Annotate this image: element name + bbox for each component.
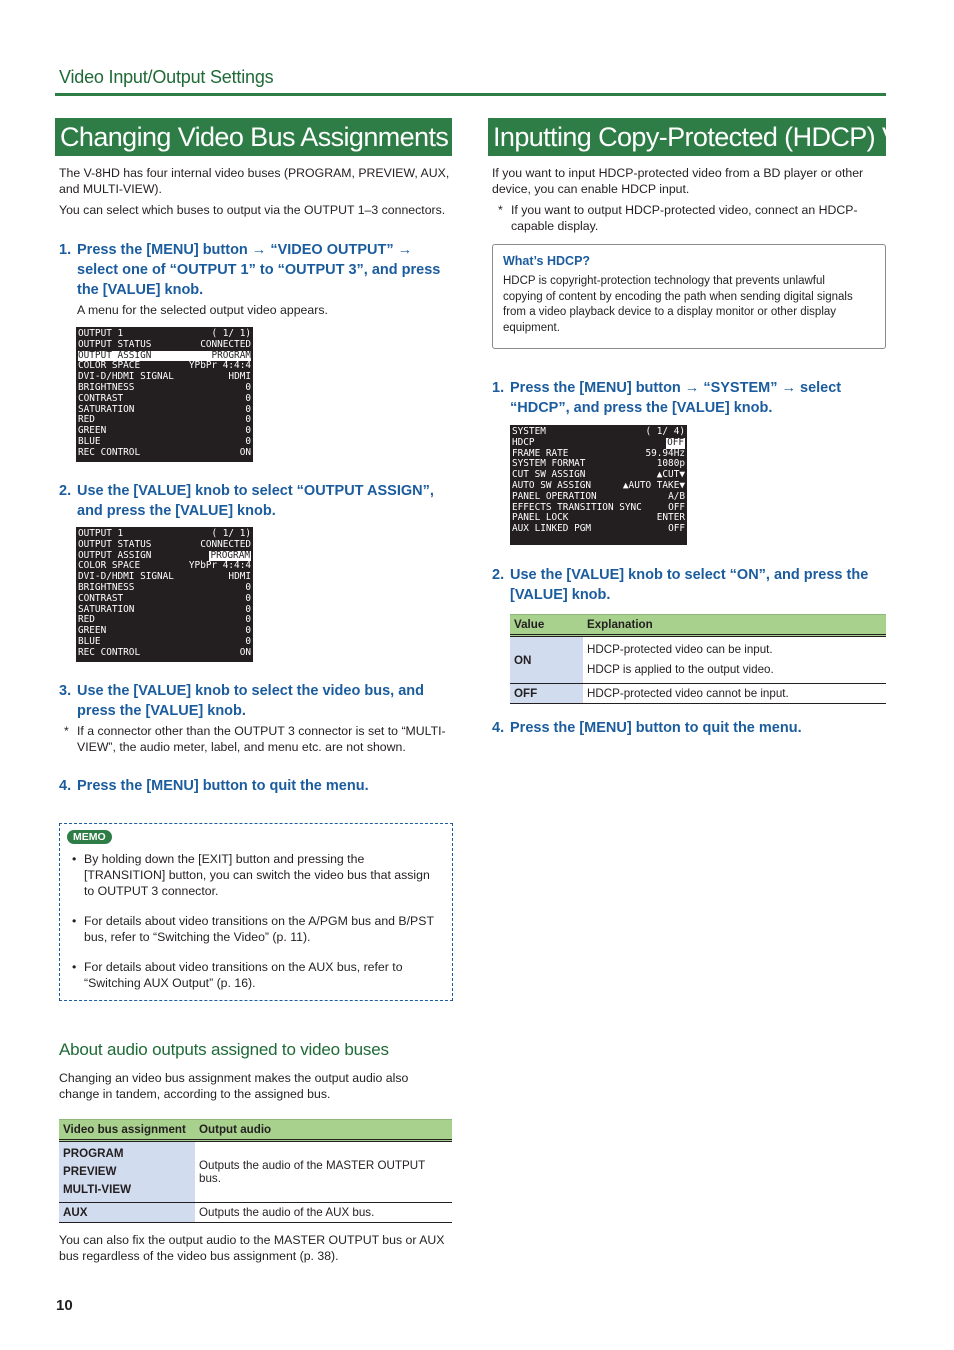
lcd-value: OFF [667,436,684,448]
lcd-row [78,340,251,351]
lcd-label: OUTPUT ASSIGN [78,549,152,561]
audio-table-header-bus: Video bus assignment [59,1120,195,1141]
hdcp-table-header-value: Value [510,615,583,636]
lcd-value: 0 [245,614,251,626]
lcd-value: 1080p [656,458,685,470]
right-intro: If you want to input HDCP-protected video from a BD player or other device, you can enable HDCP input. [492,166,864,196]
whats-hdcp-text: HDCP is copyright-protection technology that prevents unlawful copying of content by encoding the path when sending digital signals from a video playback device to a display monitor or other display equipment. [503,275,853,334]
lcd-label: OUTPUT STATUS [78,338,152,350]
lcd-value: HDMI [228,571,251,583]
lcd-value: YPbPr 4:4:4 [188,360,251,372]
lcd-label: REC CONTROL [78,446,141,458]
right-step-2: 2. Use the [VALUE] knob to select “ON”, and press the [VALUE] knob. [492,567,869,603]
lcd-row [78,448,251,459]
lcd-value: ( 1/ 1) [211,528,251,539]
hdcp-table-header-explanation: Explanation [583,615,886,636]
lcd-value: ▲AUTO TAKE▼ [622,479,685,491]
left-step-3-note: * If a connector other than the OUTPUT 3 connector is set to “MULTI- VIEW”, the audio meter, label, and menu etc. are not shown. [64,724,446,754]
lcd-label: PANEL LOCK [512,512,569,524]
lcd-screen-system [510,425,687,545]
lcd-value: CONNECTED [200,538,251,550]
lcd-label: OUTPUT 1 [78,328,124,339]
lcd-row [78,394,251,405]
lcd-value: PROGRAM [210,549,250,561]
right-note: * If you want to output HDCP-protected video, connect an HDCP- capable display. [498,203,858,233]
left-step-2: 2. Use the [VALUE] knob to select “OUTPUT ASSIGN”, and press the [VALUE] knob. [59,483,434,519]
lcd-label: SYSTEM [512,426,546,437]
lcd-label: HDCP [512,436,535,448]
lcd-row [512,438,685,449]
lcd-label: SYSTEM FORMAT [512,458,586,470]
lcd-value: 0 [245,625,251,637]
audio-heading: About audio outputs assigned to video buses [59,1040,389,1059]
lcd-value: 0 [245,581,251,593]
memo-badge: MEMO [67,830,112,844]
left-title: Changing Video Bus Assignments [55,118,452,156]
lcd-value: ▲CUT▼ [656,469,685,481]
lcd-value: 0 [245,592,251,604]
audio-table-header-audio: Output audio [195,1120,452,1141]
memo-item-1: • By holding down the [EXIT] button and pressing the [TRANSITION] button, you can switch the video bus that assign to OUTPUT 3 connector. [72,852,430,898]
lcd-value: 59.94Hz [645,447,685,459]
lcd-label: SATURATION [78,603,135,615]
lcd-value: CONNECTED [200,338,251,350]
lcd-value: ( 1/ 1) [211,328,251,339]
lcd-label: COLOR SPACE [78,560,141,572]
table-row: OFF HDCP-protected video cannot be input. [510,684,886,704]
lcd-row [78,605,251,616]
lcd-value: OFF [668,523,685,535]
right-title: Inputting Copy-Protected (HDCP) Video [488,118,886,156]
lcd-value: HDMI [228,371,251,383]
audio-intro: Changing an video bus assignment makes the output audio also change in tandem, according to the assigned bus. [59,1071,409,1101]
right-step-1: 1. Press the [MENU] button → “SYSTEM” → select “HDCP”, and press the [VALUE] knob. [492,380,842,416]
lcd-value: 0 [245,435,251,447]
lcd-value: ENTER [656,512,685,524]
table-row: AUX Outputs the audio of the AUX bus. [59,1203,452,1223]
section-header: Video Input/Output Settings [59,67,274,87]
lcd-row [78,540,251,551]
lcd-value: 0 [245,403,251,415]
lcd-row [78,626,251,637]
table-row: ON HDCP-protected video can be input. HDCP is applied to the output video. [510,636,886,684]
lcd-value: OFF [668,501,685,513]
lcd-label: DVI-D/HDMI SIGNAL [78,571,174,583]
whats-hdcp-title: What’s HDCP? [503,254,591,268]
lcd-label: OUTPUT STATUS [78,538,152,550]
lcd-label: DVI-D/HDMI SIGNAL [78,371,174,383]
page-number: 10 [56,1297,73,1314]
header-rule [55,93,886,96]
lcd-row [78,648,251,659]
lcd-label: REC CONTROL [78,646,141,658]
left-step-1-note: A menu for the selected output video appears. [77,303,328,317]
lcd-value: ON [239,646,251,658]
lcd-label: AUX LINKED PGM [512,523,592,535]
right-step-4: 4. Press the [MENU] button to quit the menu. [492,720,802,736]
lcd-label: BLUE [78,635,101,647]
lcd-screen-output-1 [76,327,253,462]
lcd-label: RED [78,614,95,626]
lcd-label: AUTO SW ASSIGN [512,479,592,491]
left-step-1: 1. Press the [MENU] button → “VIDEO OUTPUT” → select one of “OUTPUT 1” to “OUTPUT 3”, and press the [VALUE] knob. [59,242,441,298]
lcd-label: CONTRAST [78,392,124,404]
lcd-label: OUTPUT 1 [78,528,124,539]
lcd-label: BRIGHTNESS [78,381,135,393]
lcd-value: 0 [245,392,251,404]
lcd-row [512,492,685,503]
lcd-label: CONTRAST [78,592,124,604]
audio-table [59,1119,452,1223]
lcd-label: BRIGHTNESS [78,581,135,593]
memo-item-3: • For details about video transitions on the AUX bus, refer to “Switching AUX Output” (p. 16). [72,960,403,990]
lcd-label: COLOR SPACE [78,360,141,372]
lcd-label: GREEN [78,625,107,637]
lcd-row [512,524,685,535]
lcd-label: OUTPUT ASSIGN [78,349,152,361]
lcd-label: RED [78,414,95,426]
lcd-value: 0 [245,635,251,647]
hdcp-value-table [510,614,886,704]
lcd-label: EFFECTS TRANSITION SYNC [512,501,642,513]
left-intro: The V-8HD has four internal video buses (PROGRAM, PREVIEW, AUX, and MULTI-VIEW). You can select which buses to output via the OUTPUT 1–3 connectors. [59,166,450,217]
lcd-value: YPbPr 4:4:4 [188,560,251,572]
lcd-label: BLUE [78,435,101,447]
lcd-value: PROGRAM [211,349,251,361]
lcd-row [78,594,251,605]
left-step-3: 3. Use the [VALUE] knob to select the video bus, and press the [VALUE] knob. [59,683,424,719]
lcd-value: 0 [245,414,251,426]
lcd-value: 0 [245,425,251,437]
lcd-row [512,427,685,438]
lcd-label: PANEL OPERATION [512,490,597,502]
lcd-value: ON [239,446,251,458]
lcd-label: FRAME RATE [512,447,569,459]
lcd-value: 0 [245,381,251,393]
left-step-4: 4. Press the [MENU] button to quit the menu. [59,778,369,794]
lcd-screen-output-assign [76,527,253,662]
lcd-value: A/B [668,490,685,502]
audio-outro: You can also fix the output audio to the MASTER OUTPUT bus or AUX bus regardless of the video bus assignment (p. 38). [59,1233,445,1263]
lcd-row [78,405,251,416]
lcd-label: SATURATION [78,403,135,415]
lcd-value: 0 [245,603,251,615]
table-row: PROGRAM PREVIEW MULTI-VIEW Outputs the audio of the MASTER OUTPUT bus. [59,1141,452,1203]
memo-item-2: • For details about video transitions on the A/PGM bus and B/PST bus, refer to “Switching the Video” (p. 11). [72,914,434,944]
lcd-label: GREEN [78,425,107,437]
lcd-row [78,426,251,437]
lcd-value: ( 1/ 4) [645,426,685,437]
lcd-label: CUT SW ASSIGN [512,469,586,481]
